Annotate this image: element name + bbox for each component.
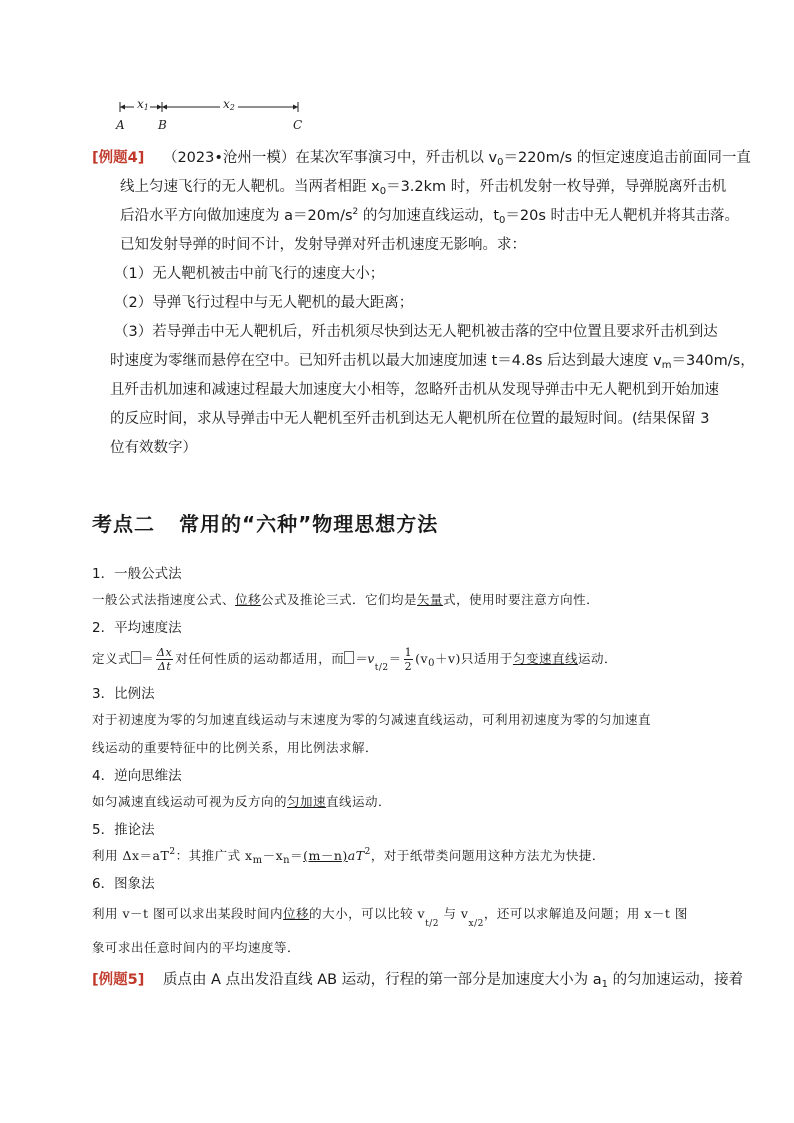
question-1: （1）无人靶机被击中前飞行的速度大小；: [114, 266, 385, 282]
seg-1-label: x1: [137, 97, 149, 112]
question-3-line-3: 且歼击机加速和减速过程最大加速度大小相等，忽略歼击机从发现导弹击中无人靶机到开始加速: [110, 382, 719, 398]
method-4-body: 如匀减速直线运动可视为反方向的匀加速直线运动．: [92, 794, 392, 809]
method-5-title: 5．推论法: [92, 822, 155, 838]
arrow-c: [293, 105, 298, 110]
point-a-label: A: [116, 118, 125, 132]
example-5-label: [例题5]: [92, 972, 145, 988]
arrow-a: [120, 105, 125, 110]
method-2-body: 定义式 ＝ $\frac{\Delta x}{\Delta t}$ 对任何性质的运动都适用，而 $=v_{t/2}=$ $\frac{1}{2}$ $(v_0+v)$只适用于匀变速直线运动．: [92, 646, 617, 673]
method-1-body: 一般公式法指速度公式、位移公式及推论三式．它们均是矢量式，使用时要注意方向性．: [92, 592, 600, 607]
section-number: 考点二: [92, 512, 155, 536]
question-2: （2）导弹飞行过程中与无人靶机的最大距离；: [114, 295, 414, 311]
example-5-line-1: [例题5] 质点由 A 点出发沿直线 AB 运动，行程的第一部分是加速度大小为 $a_1$ 的匀加速运动，接着: [92, 972, 744, 990]
avg-velocity-box-2: [344, 651, 354, 664]
method-4-title: 4．逆向思维法: [92, 768, 182, 784]
point-b-label: B: [158, 118, 167, 132]
abc-line-diagram: [112, 96, 312, 136]
method-1-title: 1．一般公式法: [92, 566, 182, 582]
dx-dt-fraction: $\frac{\Delta x}{\Delta t}$: [157, 646, 173, 673]
methods-list: [92, 560, 744, 995]
seg-2-label: x2: [223, 97, 235, 112]
method-2-title: 2．平均速度法: [92, 620, 182, 636]
arrow-b-left: [157, 105, 162, 110]
question-3-line-4: 的反应时间，求从导弹击中无人靶机至歼击机到达无人靶机所在位置的最短时间。(结果保留 3: [110, 411, 710, 427]
section-heading: [92, 508, 438, 537]
method-3-title: 3．比例法: [92, 686, 155, 702]
example-4: [92, 144, 755, 463]
method-6-body-2: 象可求出任意时间内的平均速度等．: [92, 940, 301, 955]
method-5-body: 利用 $\Delta x=aT^2$：其推广式 $x_m-x_n=(m-n)aT^2$，对于纸带类问题用这种方法尤为快捷．: [92, 847, 605, 866]
example-4-line-1: [例题4] （2023•沧州一模）在某次军事演习中，歼击机以 $v_0=220m/s$ 的恒定速度追击前面同一直: [92, 150, 751, 168]
method-3-body-2: 线运动的重要特征中的比例关系，用比例法求解．: [92, 740, 379, 755]
method-6-body-1: 利用 v－t 图可以求出某段时间内位移的大小，可以比较 $v_{t/2}$ 与 $v_{x/2}$，还可以求解追及问题；用 x－t 图: [92, 906, 688, 929]
question-3-line-2: 时速度为零继而悬停在空中。已知歼击机以最大加速度加速 t＝4.8s 后达到最大速度 $v_m=340m/s$，: [110, 353, 755, 371]
point-c-label: C: [293, 118, 303, 132]
example-4-line-4: 已知发射导弹的时间不计，发射导弹对歼击机速度无影响。求：: [120, 237, 526, 253]
avg-velocity-box: [131, 651, 141, 664]
section-title: 常用的“六种”物理思想方法: [179, 512, 439, 536]
example-4-line-2: 线上匀速飞行的无人靶机。当两者相距 $x_0=3.2km$ 时，歼击机发射一枚导弹，导弹脱离歼击机: [120, 179, 727, 197]
question-3-line-5: 位有效数字）: [110, 440, 197, 456]
example-4-label: [例题4]: [92, 150, 145, 166]
question-3-line-1: （3）若导弹击中无人靶机后，歼击机须尽快到达无人靶机被击落的空中位置且要求歼击机到达: [114, 324, 718, 340]
example-4-line-3: 后沿水平方向做加速度为 $a=20m/s^2$ 的匀加速直线运动，$t_0=20s$ 时击中无人靶机并将其击落。: [120, 207, 740, 226]
half-fraction: $\frac{1}{2}$: [404, 646, 413, 673]
method-6-title: 6．图象法: [92, 876, 155, 892]
method-3-body-1: 对于初速度为零的匀加速直线运动与末速度为零的匀减速直线运动，可利用初速度为零的匀加速直: [92, 712, 652, 727]
arrow-b-right: [162, 105, 167, 110]
